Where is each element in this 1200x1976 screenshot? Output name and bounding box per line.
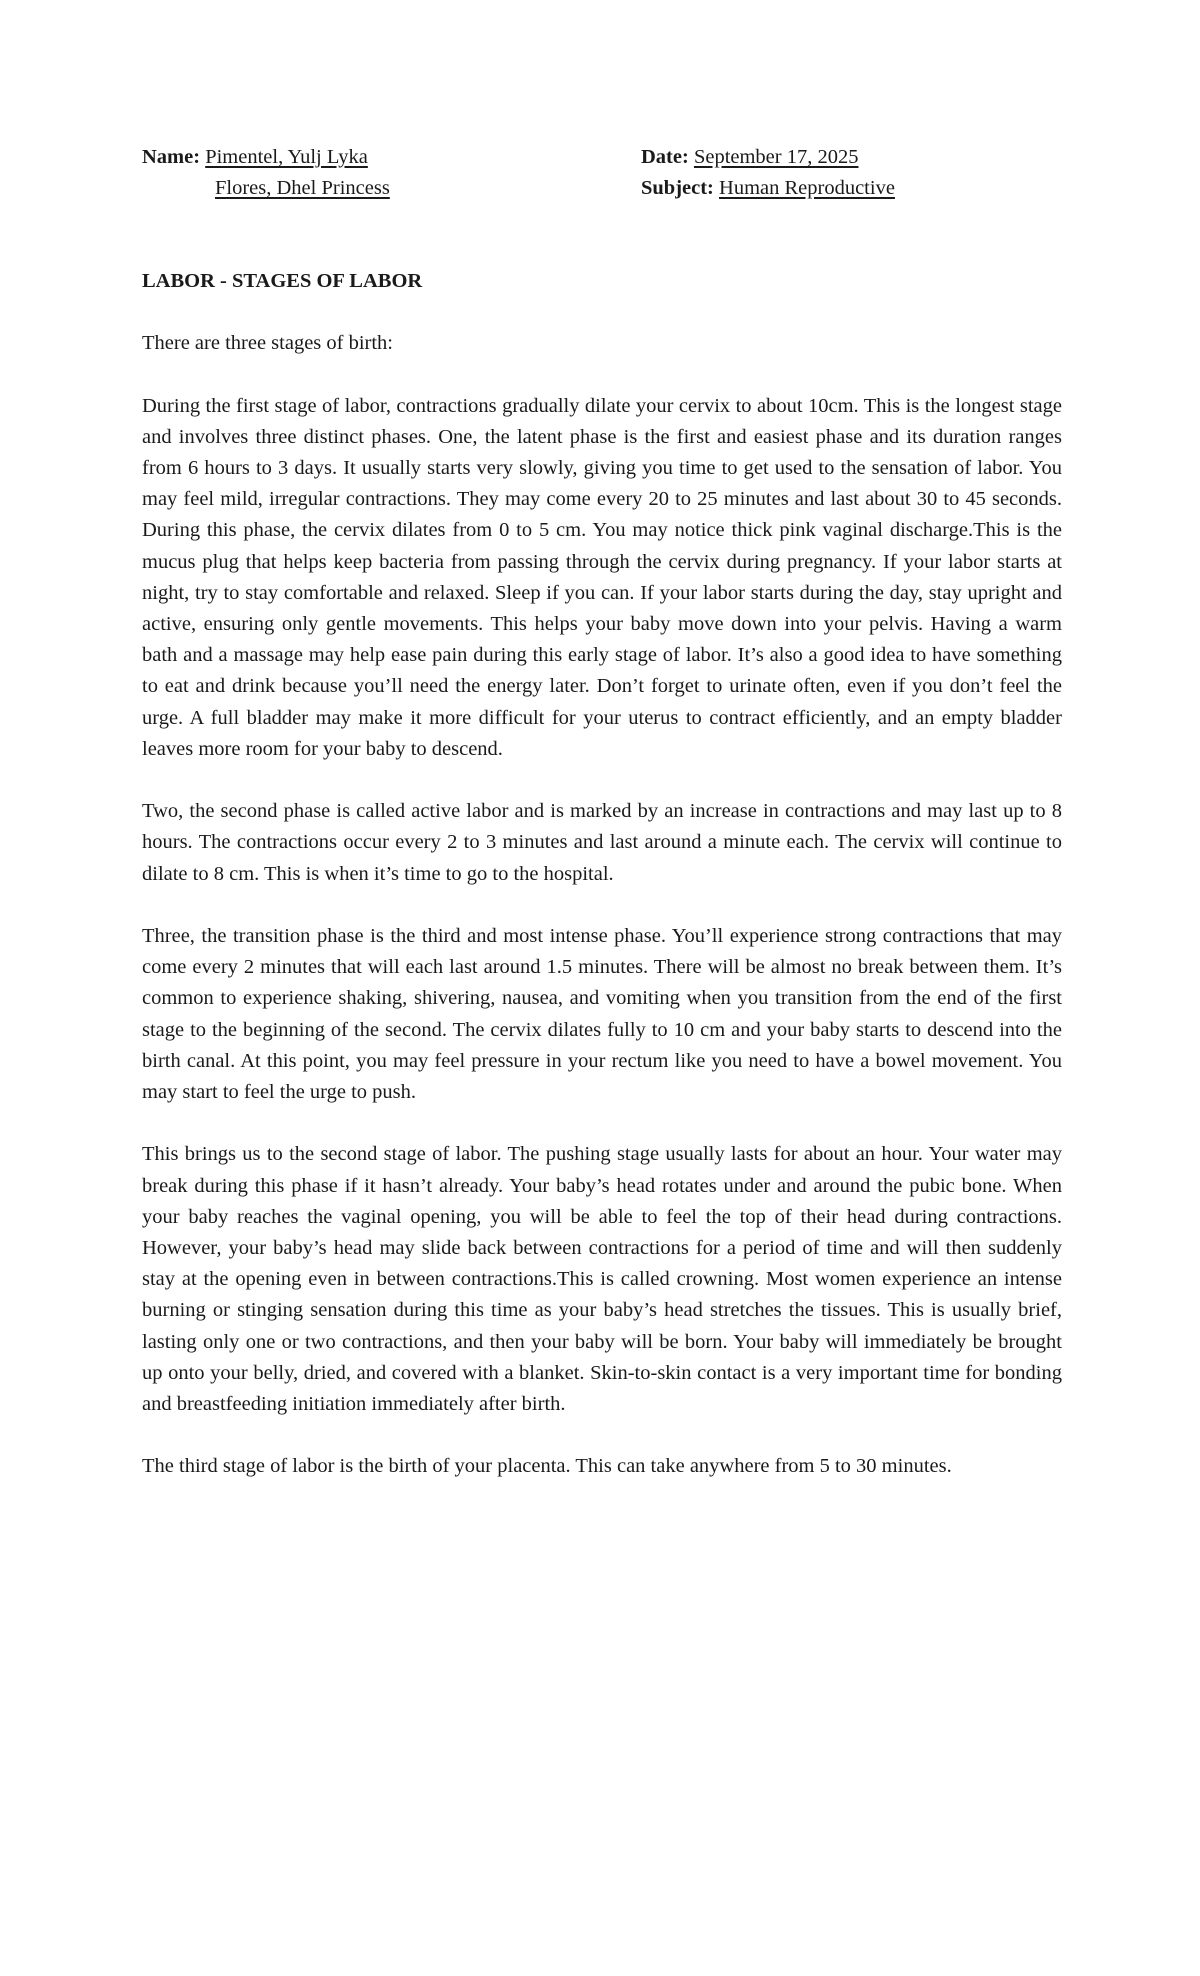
document-title: LABOR - STAGES OF LABOR [142,270,423,292]
paragraph-first-stage: During the first stage of labor, contractions gradually dilate your cervix to about 10cm. This is the longest stage and involves three distinct phases. One, the latent phase is the first and easiest phase and its duration ranges from 6 hours to 3 days. It usually starts very slowly, giving you time to get used to the sensation of labor. You may feel mild, irregular contractions. They may come every 20 to 25 minutes and last about 30 to 45 seconds. During this phase, the cervix dilates from 0 to 5 cm. You may notice thick pink vaginal discharge.This is the mucus plug that helps keep bacteria from passing through the cervix during pregnancy. If your labor starts at night, try to stay comfortable and relaxed. Sleep if you can. If your labor starts during the day, stay upright and active, ensuring only gentle movements. This helps your baby move down into your pelvis. Having a warm bath and a massage may help ease pain during this early stage of labor. It’s also a good idea to have something to eat and drink because you’ll need the energy later. Don’t forget to urinate often, even if you don’t feel the urge. A full bladder may make it more difficult for your uterus to contract efficiently, and an empty bladder leaves more room for your baby to descend. [142,394,1062,760]
name-block [142,142,390,204]
date-label: Date: [641,146,689,168]
paragraph-transition-phase: Three, the transition phase is the third and most intense phase. You’ll experience strong contractions that may come every 2 minutes that will each last around 1.5 minutes. There will be almost no break between them. It’s common to experience shaking, shivering, nausea, and vomiting when you transition from the end of the first stage to the beginning of the second. The cervix dilates fully to 10 cm and your baby starts to descend into the birth canal. At this point, you may feel pressure in your rectum like you need to have a bowel movement. You may start to feel the urge to push. [142,925,1062,1104]
intro-paragraph: There are three stages of birth: [142,332,394,355]
document-body [142,266,1062,1514]
date-row [641,142,895,173]
paragraph-third-stage: The third stage of labor is the birth of your placenta. This can take anywhere from 5 to 30 minutes. [142,1455,952,1478]
subject-label: Subject: [641,177,714,199]
name-row-2 [142,173,390,204]
name-value-1: Pimentel, Yulj Lyka [205,146,368,168]
subject-value: Human Reproductive [719,177,895,199]
subject-row [641,173,895,204]
name-value-2: Flores, Dhel Princess [215,177,390,199]
name-row [142,142,390,173]
date-value: September 17, 2025 [693,146,859,168]
name-label: Name: [142,146,201,168]
paragraph-second-stage: This brings us to the second stage of labor. The pushing stage usually lasts for about an hour. Your water may break during this phase if it hasn’t already. Your baby’s head rotates under and around the pubic bone. When your baby reaches the vaginal opening, you will be able to feel the top of their head during contractions. However, your baby’s head may slide back between contractions for a period of time and will then suddenly stay at the opening even in between contractions.This is called crowning. Most women experience an intense burning or stinging sensation during this time as your baby’s head stretches the tissues. This is usually brief, lasting only one or two contractions, and then your baby will be born. Your baby will immediately be brought up onto your belly, dried, and covered with a blanket. Skin-to-skin contact is a very important time for bonding and breastfeeding initiation immediately after birth. [142,1143,1062,1416]
meta-block [641,142,895,204]
paragraph-active-labor: Two, the second phase is called active labor and is marked by an increase in contractions and may last up to 8 hours. The contractions occur every 2 to 3 minutes and last around a minute each. The cervix will continue to dilate to 8 cm. This is when it’s time to go to the hospital. [142,800,1062,885]
